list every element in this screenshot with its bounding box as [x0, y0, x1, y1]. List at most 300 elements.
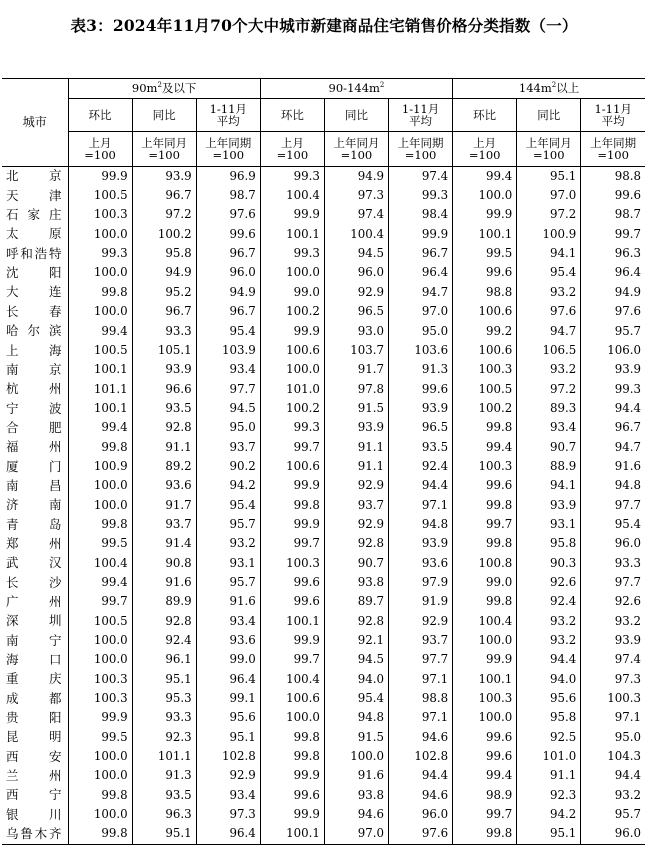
index-value-cell: 99.8 [453, 496, 517, 515]
index-value-cell: 95.1 [517, 825, 581, 845]
index-value-cell: 100.0 [68, 496, 132, 515]
index-value-cell: 96.9 [196, 167, 260, 187]
sub-ytd-avg-header: 1-11月 平均 [389, 99, 453, 132]
table-row [2, 670, 645, 689]
index-value-cell: 103.9 [196, 341, 260, 360]
sub-ytd-avg-header: 1-11月 平均 [581, 99, 645, 132]
city-name-cell: 南昌 [6, 477, 62, 493]
city-name-cell: 广州 [6, 593, 62, 609]
index-value-cell: 100.0 [260, 709, 324, 728]
index-value-cell: 106.0 [581, 341, 645, 360]
index-value-cell: 100.0 [68, 225, 132, 244]
table-row [2, 573, 645, 592]
index-value-cell: 99.0 [453, 573, 517, 592]
index-value-cell: 100.9 [517, 225, 581, 244]
index-value-cell: 99.2 [453, 322, 517, 341]
index-value-cell: 95.8 [132, 244, 196, 263]
index-value-cell: 93.2 [517, 283, 581, 302]
index-value-cell: 104.3 [581, 747, 645, 766]
index-value-cell: 95.0 [389, 322, 453, 341]
index-value-cell: 100.1 [260, 825, 324, 845]
index-value-cell: 97.2 [132, 206, 196, 225]
index-value-cell: 100.3 [68, 670, 132, 689]
table-row [2, 786, 645, 805]
base-yoy-header: 上年同月 =100 [517, 132, 581, 167]
index-value-cell: 99.7 [260, 651, 324, 670]
index-value-cell: 92.9 [196, 767, 260, 786]
table-row [2, 477, 645, 496]
index-value-cell: 93.2 [517, 612, 581, 631]
index-value-cell: 96.0 [389, 805, 453, 824]
index-value-cell: 100.0 [68, 805, 132, 824]
index-value-cell: 94.4 [389, 767, 453, 786]
table-row [2, 186, 645, 205]
table-row [2, 457, 645, 476]
index-value-cell: 97.1 [389, 496, 453, 515]
index-value-cell: 92.3 [132, 728, 196, 747]
index-value-cell: 96.7 [196, 302, 260, 321]
table-row [2, 438, 645, 457]
index-value-cell: 102.8 [196, 747, 260, 766]
index-value-cell: 96.7 [132, 186, 196, 205]
index-value-cell: 100.0 [324, 747, 388, 766]
city-name-cell: 上海 [6, 342, 62, 358]
index-value-cell: 91.1 [132, 438, 196, 457]
index-value-cell: 100.0 [68, 302, 132, 321]
index-value-cell: 101.0 [260, 380, 324, 399]
index-value-cell: 98.8 [581, 167, 645, 187]
index-value-cell: 93.7 [324, 496, 388, 515]
index-value-cell: 100.1 [68, 360, 132, 379]
index-value-cell: 92.8 [324, 612, 388, 631]
index-value-cell: 100.4 [453, 612, 517, 631]
index-value-cell: 95.8 [517, 709, 581, 728]
table-row [2, 225, 645, 244]
index-value-cell: 99.9 [260, 477, 324, 496]
index-value-cell: 99.6 [260, 593, 324, 612]
city-name-cell: 西宁 [6, 787, 62, 803]
index-value-cell: 100.1 [453, 670, 517, 689]
index-value-cell: 93.5 [389, 438, 453, 457]
index-value-cell: 100.0 [68, 264, 132, 283]
index-value-cell: 94.0 [324, 670, 388, 689]
index-value-cell: 92.8 [324, 535, 388, 554]
index-value-cell: 100.5 [453, 380, 517, 399]
index-value-cell: 99.7 [68, 593, 132, 612]
index-value-cell: 93.9 [389, 535, 453, 554]
index-value-cell: 94.8 [389, 515, 453, 534]
index-value-cell: 100.6 [260, 341, 324, 360]
index-value-cell: 93.5 [132, 399, 196, 418]
index-value-cell: 99.6 [260, 786, 324, 805]
index-value-cell: 99.6 [453, 477, 517, 496]
index-value-cell: 95.2 [132, 283, 196, 302]
index-value-cell: 99.4 [68, 322, 132, 341]
index-value-cell: 91.1 [324, 457, 388, 476]
index-value-cell: 90.3 [517, 554, 581, 573]
city-name-cell: 厦门 [6, 458, 62, 474]
index-value-cell: 96.4 [196, 825, 260, 845]
index-value-cell: 93.3 [132, 322, 196, 341]
index-value-cell: 95.4 [196, 496, 260, 515]
table-row [2, 167, 645, 187]
index-value-cell: 94.8 [324, 709, 388, 728]
index-value-cell: 97.1 [581, 709, 645, 728]
index-value-cell: 100.9 [68, 457, 132, 476]
index-value-cell: 100.0 [68, 631, 132, 650]
index-value-cell: 92.9 [389, 612, 453, 631]
page-title: 表3：2024年11月70个大中城市新建商品住宅销售价格分类指数（一） [70, 16, 578, 35]
index-value-cell: 94.0 [517, 670, 581, 689]
base-yoy-header: 上年同月 =100 [324, 132, 388, 167]
group-header-large: $144m^2$以上 [453, 79, 645, 99]
index-value-cell: 99.9 [389, 225, 453, 244]
index-value-cell: 100.4 [324, 225, 388, 244]
index-value-cell: 97.7 [581, 573, 645, 592]
index-value-cell: 95.6 [517, 689, 581, 708]
index-value-cell: 94.7 [517, 322, 581, 341]
index-value-cell: 93.4 [517, 418, 581, 437]
index-value-cell: 90.2 [196, 457, 260, 476]
index-value-cell: 96.5 [324, 302, 388, 321]
index-value-cell: 91.6 [581, 457, 645, 476]
index-value-cell: 100.2 [260, 302, 324, 321]
city-name-cell: 杭州 [6, 381, 62, 397]
table-row [2, 728, 645, 747]
index-value-cell: 91.5 [324, 728, 388, 747]
index-value-cell: 98.7 [581, 206, 645, 225]
index-value-cell: 97.1 [389, 670, 453, 689]
index-value-cell: 99.8 [260, 496, 324, 515]
index-value-cell: 90.8 [132, 554, 196, 573]
index-value-cell: 99.4 [453, 767, 517, 786]
index-value-cell: 100.6 [453, 341, 517, 360]
city-name-cell: 昆明 [6, 729, 62, 745]
sub-yoy-header: 同比 [517, 99, 581, 132]
sub-mom-header: 环比 [68, 99, 132, 132]
index-value-cell: 98.9 [453, 786, 517, 805]
index-value-cell: 92.6 [517, 573, 581, 592]
index-value-cell: 97.3 [196, 805, 260, 824]
index-value-cell: 89.2 [132, 457, 196, 476]
index-value-cell: 98.8 [453, 283, 517, 302]
index-value-cell: 96.6 [132, 380, 196, 399]
city-name-cell: 福州 [6, 439, 62, 455]
city-name-cell: 合肥 [6, 419, 62, 435]
table-row [2, 651, 645, 670]
index-value-cell: 99.3 [389, 186, 453, 205]
index-value-cell: 95.1 [132, 670, 196, 689]
index-value-cell: 99.5 [68, 535, 132, 554]
index-value-cell: 99.7 [260, 438, 324, 457]
index-value-cell: 97.6 [581, 302, 645, 321]
table-row [2, 515, 645, 534]
table-row [2, 825, 645, 845]
city-name-cell: 长春 [6, 303, 62, 319]
index-value-cell: 100.3 [68, 689, 132, 708]
index-value-cell: 91.4 [132, 535, 196, 554]
table-body [2, 167, 645, 845]
city-name-cell: 沈阳 [6, 265, 62, 281]
index-value-cell: 100.3 [453, 360, 517, 379]
city-name-cell: 兰州 [6, 768, 62, 784]
index-value-cell: 97.3 [324, 186, 388, 205]
city-column-header: 城市 [2, 79, 68, 167]
index-value-cell: 90.7 [324, 554, 388, 573]
index-value-cell: 101.0 [517, 747, 581, 766]
index-value-cell: 99.6 [260, 573, 324, 592]
city-name-cell: 南京 [6, 361, 62, 377]
table-row [2, 631, 645, 650]
index-value-cell: 96.4 [581, 264, 645, 283]
index-value-cell: 94.6 [324, 805, 388, 824]
index-value-cell: 98.7 [196, 186, 260, 205]
index-value-cell: 91.5 [324, 399, 388, 418]
index-value-cell: 97.7 [196, 380, 260, 399]
index-value-cell: 91.1 [517, 767, 581, 786]
index-value-cell: 95.0 [581, 728, 645, 747]
index-value-cell: 93.9 [389, 399, 453, 418]
index-value-cell: 97.1 [389, 709, 453, 728]
city-name-cell: 长沙 [6, 574, 62, 590]
index-value-cell: 94.4 [389, 477, 453, 496]
group-header-medium: $90-144m^2$ [260, 79, 452, 99]
city-name-cell: 海口 [6, 652, 62, 668]
table-row [2, 709, 645, 728]
table-row [2, 302, 645, 321]
index-value-cell: 96.5 [389, 418, 453, 437]
index-value-cell: 99.7 [453, 515, 517, 534]
index-value-cell: 101.1 [132, 747, 196, 766]
city-name-cell: 西安 [6, 748, 62, 764]
index-value-cell: 89.7 [324, 593, 388, 612]
index-value-cell: 97.3 [581, 670, 645, 689]
index-value-cell: 94.9 [132, 264, 196, 283]
city-name-cell: 宁波 [6, 400, 62, 416]
index-value-cell: 99.4 [68, 573, 132, 592]
index-value-cell: 92.3 [517, 786, 581, 805]
index-value-cell: 93.9 [581, 631, 645, 650]
index-value-cell: 94.5 [196, 399, 260, 418]
index-value-cell: 99.6 [389, 380, 453, 399]
index-value-cell: 92.9 [324, 283, 388, 302]
index-value-cell: 95.8 [517, 535, 581, 554]
base-yoy-header: 上年同月 =100 [132, 132, 196, 167]
index-value-cell: 100.6 [453, 302, 517, 321]
index-value-cell: 96.0 [581, 535, 645, 554]
index-value-cell: 91.6 [132, 573, 196, 592]
index-value-cell: 99.9 [68, 167, 132, 187]
index-value-cell: 99.6 [453, 264, 517, 283]
index-value-cell: 100.2 [260, 399, 324, 418]
index-value-cell: 101.1 [68, 380, 132, 399]
index-value-cell: 99.3 [260, 244, 324, 263]
city-name-cell: 青岛 [6, 516, 62, 532]
index-value-cell: 94.4 [581, 399, 645, 418]
index-value-cell: 99.3 [68, 244, 132, 263]
index-value-cell: 95.7 [581, 805, 645, 824]
index-value-cell: 98.8 [389, 689, 453, 708]
index-value-cell: 95.4 [517, 264, 581, 283]
index-value-cell: 100.5 [68, 612, 132, 631]
index-value-cell: 99.9 [260, 805, 324, 824]
index-value-cell: 95.7 [196, 515, 260, 534]
table-row [2, 689, 645, 708]
index-value-cell: 93.4 [196, 612, 260, 631]
index-value-cell: 100.1 [260, 225, 324, 244]
index-value-cell: 92.4 [132, 631, 196, 650]
index-value-cell: 94.2 [517, 805, 581, 824]
index-value-cell: 93.6 [196, 631, 260, 650]
base-mom-header: 上月 =100 [260, 132, 324, 167]
index-value-cell: 91.7 [132, 496, 196, 515]
index-value-cell: 93.6 [389, 554, 453, 573]
city-name-cell: 济南 [6, 497, 62, 513]
index-value-cell: 99.8 [68, 825, 132, 845]
city-name-cell: 大连 [6, 284, 62, 300]
index-value-cell: 91.6 [324, 767, 388, 786]
index-value-cell: 100.0 [68, 651, 132, 670]
index-value-cell: 99.9 [453, 206, 517, 225]
index-value-cell: 100.4 [260, 670, 324, 689]
index-value-cell: 94.6 [389, 728, 453, 747]
index-value-cell: 93.2 [196, 535, 260, 554]
index-value-cell: 93.2 [581, 786, 645, 805]
table-row [2, 360, 645, 379]
index-value-cell: 94.5 [324, 244, 388, 263]
city-name-cell: 成都 [6, 690, 62, 706]
index-value-cell: 103.7 [324, 341, 388, 360]
index-value-cell: 99.4 [68, 418, 132, 437]
base-ytd-avg-header: 上年同期 =100 [389, 132, 453, 167]
index-value-cell: 99.9 [260, 515, 324, 534]
table-row [2, 206, 645, 225]
index-value-cell: 93.1 [517, 515, 581, 534]
index-value-cell: 96.7 [196, 244, 260, 263]
index-value-cell: 93.9 [517, 496, 581, 515]
base-mom-header: 上月 =100 [453, 132, 517, 167]
index-value-cell: 99.8 [453, 418, 517, 437]
city-name-cell: 北京 [6, 168, 62, 184]
group-header-small: $90m^2$及以下 [68, 79, 260, 99]
index-value-cell: 93.3 [132, 709, 196, 728]
index-value-cell: 94.6 [389, 786, 453, 805]
index-value-cell: 97.9 [389, 573, 453, 592]
index-value-cell: 99.8 [453, 535, 517, 554]
city-name-cell: 重庆 [6, 671, 62, 687]
index-value-cell: 99.8 [68, 515, 132, 534]
index-value-cell: 99.9 [453, 651, 517, 670]
index-value-cell: 94.8 [581, 477, 645, 496]
index-value-cell: 93.8 [324, 573, 388, 592]
table-row [2, 264, 645, 283]
index-value-cell: 103.6 [389, 341, 453, 360]
index-value-cell: 100.4 [68, 554, 132, 573]
index-value-cell: 106.5 [517, 341, 581, 360]
table-row [2, 322, 645, 341]
base-mom-header: 上月 =100 [68, 132, 132, 167]
index-value-cell: 100.0 [68, 747, 132, 766]
index-value-cell: 93.6 [132, 477, 196, 496]
index-value-cell: 94.9 [196, 283, 260, 302]
table-header [2, 79, 645, 167]
index-value-cell: 99.6 [196, 225, 260, 244]
sub-ytd-avg-header: 1-11月 平均 [196, 99, 260, 132]
index-value-cell: 96.4 [196, 670, 260, 689]
index-value-cell: 89.9 [132, 593, 196, 612]
index-value-cell: 90.7 [517, 438, 581, 457]
index-value-cell: 100.1 [68, 399, 132, 418]
base-ytd-avg-header: 上年同期 =100 [196, 132, 260, 167]
index-value-cell: 97.8 [324, 380, 388, 399]
table-row [2, 283, 645, 302]
index-value-cell: 96.7 [389, 244, 453, 263]
index-value-cell: 95.7 [581, 322, 645, 341]
index-value-cell: 99.6 [453, 728, 517, 747]
index-value-cell: 93.7 [389, 631, 453, 650]
city-name-cell: 银川 [6, 806, 62, 822]
index-value-cell: 99.7 [453, 805, 517, 824]
index-value-cell: 100.3 [581, 689, 645, 708]
index-value-cell: 97.7 [389, 651, 453, 670]
city-name-cell: 石家庄 [6, 207, 62, 223]
index-value-cell: 97.6 [389, 825, 453, 845]
table-row [2, 747, 645, 766]
sub-yoy-header: 同比 [132, 99, 196, 132]
index-value-cell: 93.4 [196, 360, 260, 379]
index-value-cell: 93.2 [517, 360, 581, 379]
index-value-cell: 100.5 [68, 186, 132, 205]
index-value-cell: 96.0 [196, 264, 260, 283]
table-row [2, 767, 645, 786]
index-value-cell: 93.2 [581, 612, 645, 631]
price-index-table [2, 78, 645, 845]
index-value-cell: 100.0 [260, 360, 324, 379]
index-value-cell: 95.1 [196, 728, 260, 747]
index-value-cell: 99.8 [453, 593, 517, 612]
index-value-cell: 97.7 [581, 496, 645, 515]
index-value-cell: 97.6 [517, 302, 581, 321]
index-value-cell: 100.1 [260, 612, 324, 631]
sub-mom-header: 环比 [453, 99, 517, 132]
index-value-cell: 99.1 [196, 689, 260, 708]
city-name-cell: 呼和浩特 [6, 245, 62, 261]
index-value-cell: 94.4 [517, 651, 581, 670]
index-value-cell: 100.0 [68, 477, 132, 496]
index-value-cell: 100.0 [453, 186, 517, 205]
index-value-cell: 102.8 [389, 747, 453, 766]
city-name-cell: 乌鲁木齐 [2, 825, 68, 845]
index-value-cell: 97.6 [196, 206, 260, 225]
index-value-cell: 99.9 [260, 322, 324, 341]
sub-yoy-header: 同比 [324, 99, 388, 132]
table-row [2, 554, 645, 573]
base-ytd-avg-header: 上年同期 =100 [581, 132, 645, 167]
index-value-cell: 93.3 [581, 554, 645, 573]
index-value-cell: 99.8 [68, 283, 132, 302]
index-value-cell: 94.1 [517, 477, 581, 496]
city-name-cell: 深圳 [6, 613, 62, 629]
index-value-cell: 95.1 [517, 167, 581, 187]
index-value-cell: 92.8 [132, 418, 196, 437]
index-value-cell: 98.4 [389, 206, 453, 225]
index-value-cell: 97.4 [581, 651, 645, 670]
index-value-cell: 93.9 [132, 360, 196, 379]
index-value-cell: 93.9 [324, 418, 388, 437]
index-value-cell: 99.8 [68, 438, 132, 457]
index-value-cell: 100.3 [453, 457, 517, 476]
table-row [2, 612, 645, 631]
